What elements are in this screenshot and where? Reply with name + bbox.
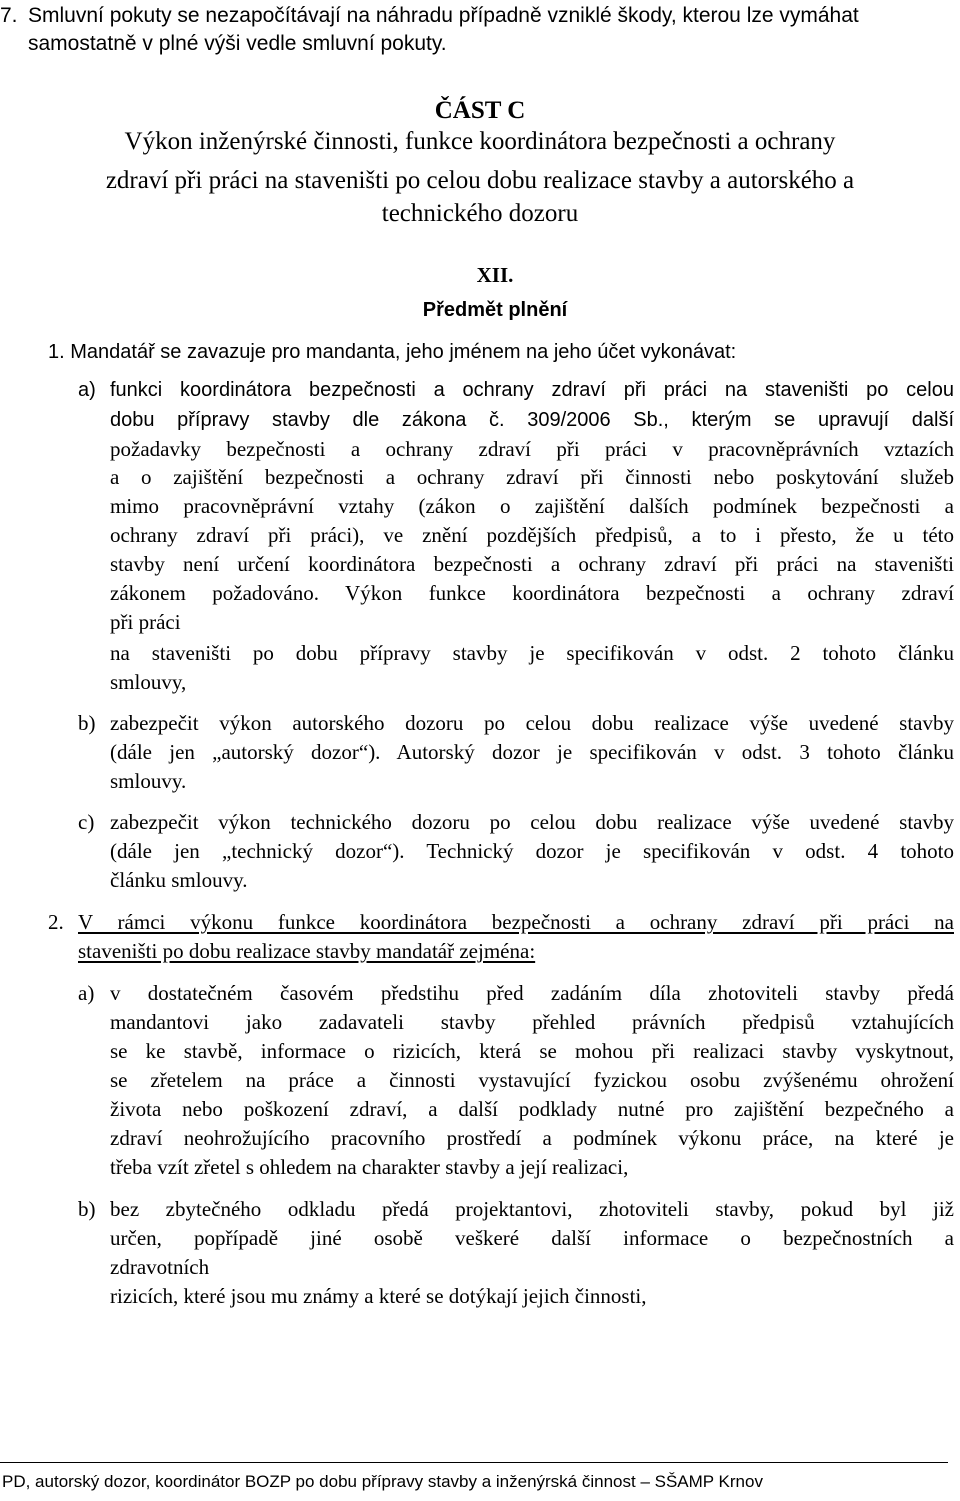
para-2a-line-5: života nebo poškození zdraví, a další podklady nutné pro zajištění bezpečného a <box>110 1097 954 1121</box>
para-2b-line-2: určen, popřípadě jiné osobě veškeré další informace o bezpečnostních a <box>110 1226 954 1250</box>
para-1b-line-1: zabezpečit výkon autorského dozoru po celou dobu realizace výše uvedené stavby <box>110 711 954 735</box>
para-2b-line-1: bez zbytečného odkladu předá projektantovi, zhotoviteli stavby, pokud byl již <box>110 1197 954 1221</box>
para-1c-label: c) <box>78 810 95 834</box>
para-2a-line-3: se ke stavbě, informace o rizicích, která se mohou při realizaci stavby vyskytnout, <box>110 1039 954 1063</box>
item-7-line-1: Smluvní pokuty se nezapočítávají na náhradu případně vzniklé škody, kterou lze vymáhat <box>28 4 859 27</box>
para-1a-line-4: a o zajištění bezpečnosti a ochrany zdraví při činnosti nebo poskytování služeb <box>110 465 954 489</box>
para-1b-line-2: (dále jen „autorský dozor“). Autorský dozor je specifikován v odst. 3 tohoto článku <box>110 740 954 764</box>
part-title-line-2: zdraví při práci na staveništi po celou dobu realizace stavby a autorského a <box>105 167 855 194</box>
para-1a-line-7: stavby není určení koordinátora bezpečnosti a ochrany zdraví při práci na staveništi <box>110 552 954 576</box>
para-1a-label: a) <box>78 379 96 401</box>
article-number: XII. <box>476 263 514 287</box>
para-1c-line-2: (dále jen „technický dozor“). Technický dozor je specifikován v odst. 4 tohoto <box>110 839 954 863</box>
para-1a-line-11: smlouvy, <box>110 670 187 694</box>
footer-rule <box>0 1462 948 1463</box>
para-1-intro: 1. Mandatář se zavazuje pro mandanta, jeho jménem na jeho účet vykonávat: <box>48 341 737 363</box>
page-footer: PD, autorský dozor, koordinátor BOZP po dobu přípravy stavby a inženýrská činnost – SŠAMP Krnov <box>2 1472 763 1491</box>
para-1a-line-2: dobu přípravy stavby dle zákona č. 309/2006 Sb., kterým se upravují další <box>110 409 954 431</box>
item-7-line-2: samostatně v plné výši vedle smluvní pokuty. <box>28 32 447 55</box>
para-2-heading-line-1: V rámci výkonu funkce koordinátora bezpečnosti a ochrany zdraví při práci na <box>78 910 954 934</box>
para-1a-line-6: ochrany zdraví při práci), ve znění pozdějších předpisů, a to i přesto, že u této <box>110 523 954 547</box>
para-2-number: 2. <box>48 910 64 934</box>
para-2b-line-3: zdravotních <box>110 1255 210 1279</box>
para-1c-line-3: článku smlouvy. <box>110 868 248 892</box>
para-1a-line-8: zákonem požadováno. Výkon funkce koordinátora bezpečnosti a ochrany zdraví <box>110 581 954 605</box>
para-2a-line-2: mandantovi jako zadavateli stavby přehled právních předpisů vztahujících <box>110 1010 954 1034</box>
para-2a-line-6: zdraví neohrožujícího pracovního prostředí a podmínek výkonu práce, na které je <box>110 1126 954 1150</box>
part-title-line-1: Výkon inženýrské činnosti, funkce koordinátora bezpečnosti a ochrany <box>124 128 836 155</box>
part-heading: ČÁST C <box>434 97 526 124</box>
para-2b-label: b) <box>78 1197 96 1221</box>
part-title-line-3: technického dozoru <box>381 200 579 227</box>
para-1a-line-5: mimo pracovněprávní vztahy (zákon o zajištění dalších podmínek bezpečnosti a <box>110 494 954 518</box>
para-1a-line-1: funkci koordinátora bezpečnosti a ochrany zdraví při práci na staveništi po celou <box>110 379 954 401</box>
para-1a-line-3: požadavky bezpečnosti a ochrany zdraví při práci v pracovněprávních vztazích <box>110 437 954 461</box>
para-1b-label: b) <box>78 711 96 735</box>
item-7-number: 7. <box>0 4 18 27</box>
para-2a-label: a) <box>78 981 95 1005</box>
article-title: Předmět plnění <box>422 299 568 321</box>
para-2-heading-line-2: staveništi po dobu realizace stavby mandatář zejména: <box>78 939 536 963</box>
para-2a-line-7: třeba vzít zřetel s ohledem na charakter stavby a její realizaci, <box>110 1155 629 1179</box>
para-1b-line-3: smlouvy. <box>110 769 187 793</box>
para-1c-line-1: zabezpečit výkon technického dozoru po celou dobu realizace výše uvedené stavby <box>110 810 954 834</box>
para-1a-line-10: na staveništi po dobu přípravy stavby je specifikován v odst. 2 tohoto článku <box>110 641 954 665</box>
para-2a-line-1: v dostatečném časovém předstihu před zadáním díla zhotoviteli stavby předá <box>110 981 954 1005</box>
para-2a-line-4: se zřetelem na práce a činnosti vystavující fyzickou osobu zvýšenému ohrožení <box>110 1068 954 1092</box>
para-1a-line-9: při práci <box>110 610 181 634</box>
para-2b-line-4: rizicích, které jsou mu známy a které se dotýkají jejich činnosti, <box>110 1284 647 1308</box>
